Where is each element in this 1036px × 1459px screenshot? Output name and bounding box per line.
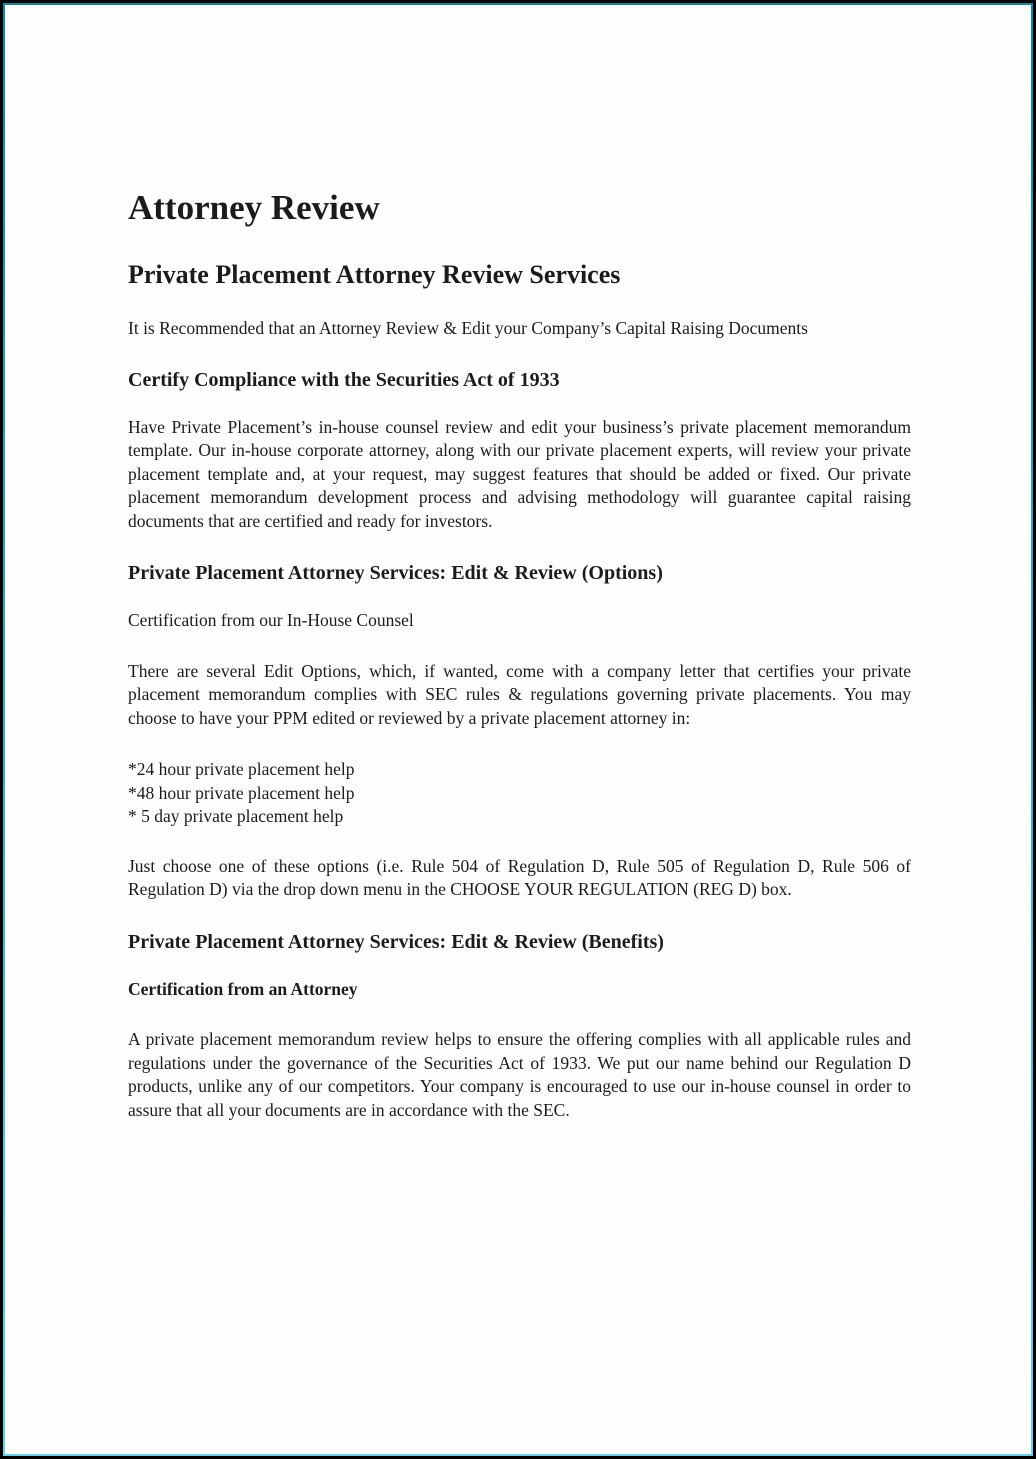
options-subtitle: Certification from our In-House Counsel: [128, 610, 414, 631]
compliance-paragraph: Have Private Placement’s in-house counsel review and edit your business’s private placement memorandum template. Our in-house corporate attorney, along with our private placement experts, will review your private placement template and, at your request, may suggest features that should be added or fixed. Our private placement memorandum development process and advising methodology will guarantee capital raising documents that are certified and ready for investors.: [128, 416, 911, 531]
options-list: [128, 758, 911, 829]
regulation-paragraph: Just choose one of these options (i.e. Rule 504 of Regulation D, Rule 505 of Regulation D, Rule 506 of Regulation D) via the drop down menu in the CHOOSE YOUR REGULATION (REG D) box.: [128, 855, 911, 900]
document-subtitle: Private Placement Attorney Review Services: [128, 260, 621, 289]
list-item-48-hour: *48 hour private placement help: [128, 782, 355, 803]
benefits-paragraph: A private placement memorandum review helps to ensure the offering complies with all applicable rules and regulations under the governance of the Securities Act of 1933. We put our name behind our Regulation D products, unlike any of our competitors. Your company is encouraged to use our in-house counsel in order to assure that all your documents are in accordance with the SEC.: [128, 1029, 911, 1120]
benefits-subtitle: Certification from an Attorney: [128, 978, 358, 999]
section-benefits-heading: Private Placement Attorney Services: Edit & Review (Benefits): [128, 930, 664, 953]
document-content: [5, 5, 1031, 1122]
options-paragraph: There are several Edit Options, which, if wanted, come with a company letter that certifies your private placement memorandum complies with SEC rules & regulations governing private placements. You may choose to have your PPM edited or reviewed by a private placement attorney in:: [128, 660, 911, 728]
intro-line: It is Recommended that an Attorney Review & Edit your Company’s Capital Raising Documents: [128, 318, 808, 339]
page-border: [3, 3, 1033, 1456]
page-title: Attorney Review: [128, 188, 380, 227]
list-item-24-hour: *24 hour private placement help: [128, 759, 355, 780]
section-options-heading: Private Placement Attorney Services: Edit & Review (Options): [128, 562, 663, 585]
section-compliance-heading: Certify Compliance with the Securities Act of 1933: [128, 368, 560, 391]
list-item-5-day: * 5 day private placement help: [128, 806, 344, 827]
